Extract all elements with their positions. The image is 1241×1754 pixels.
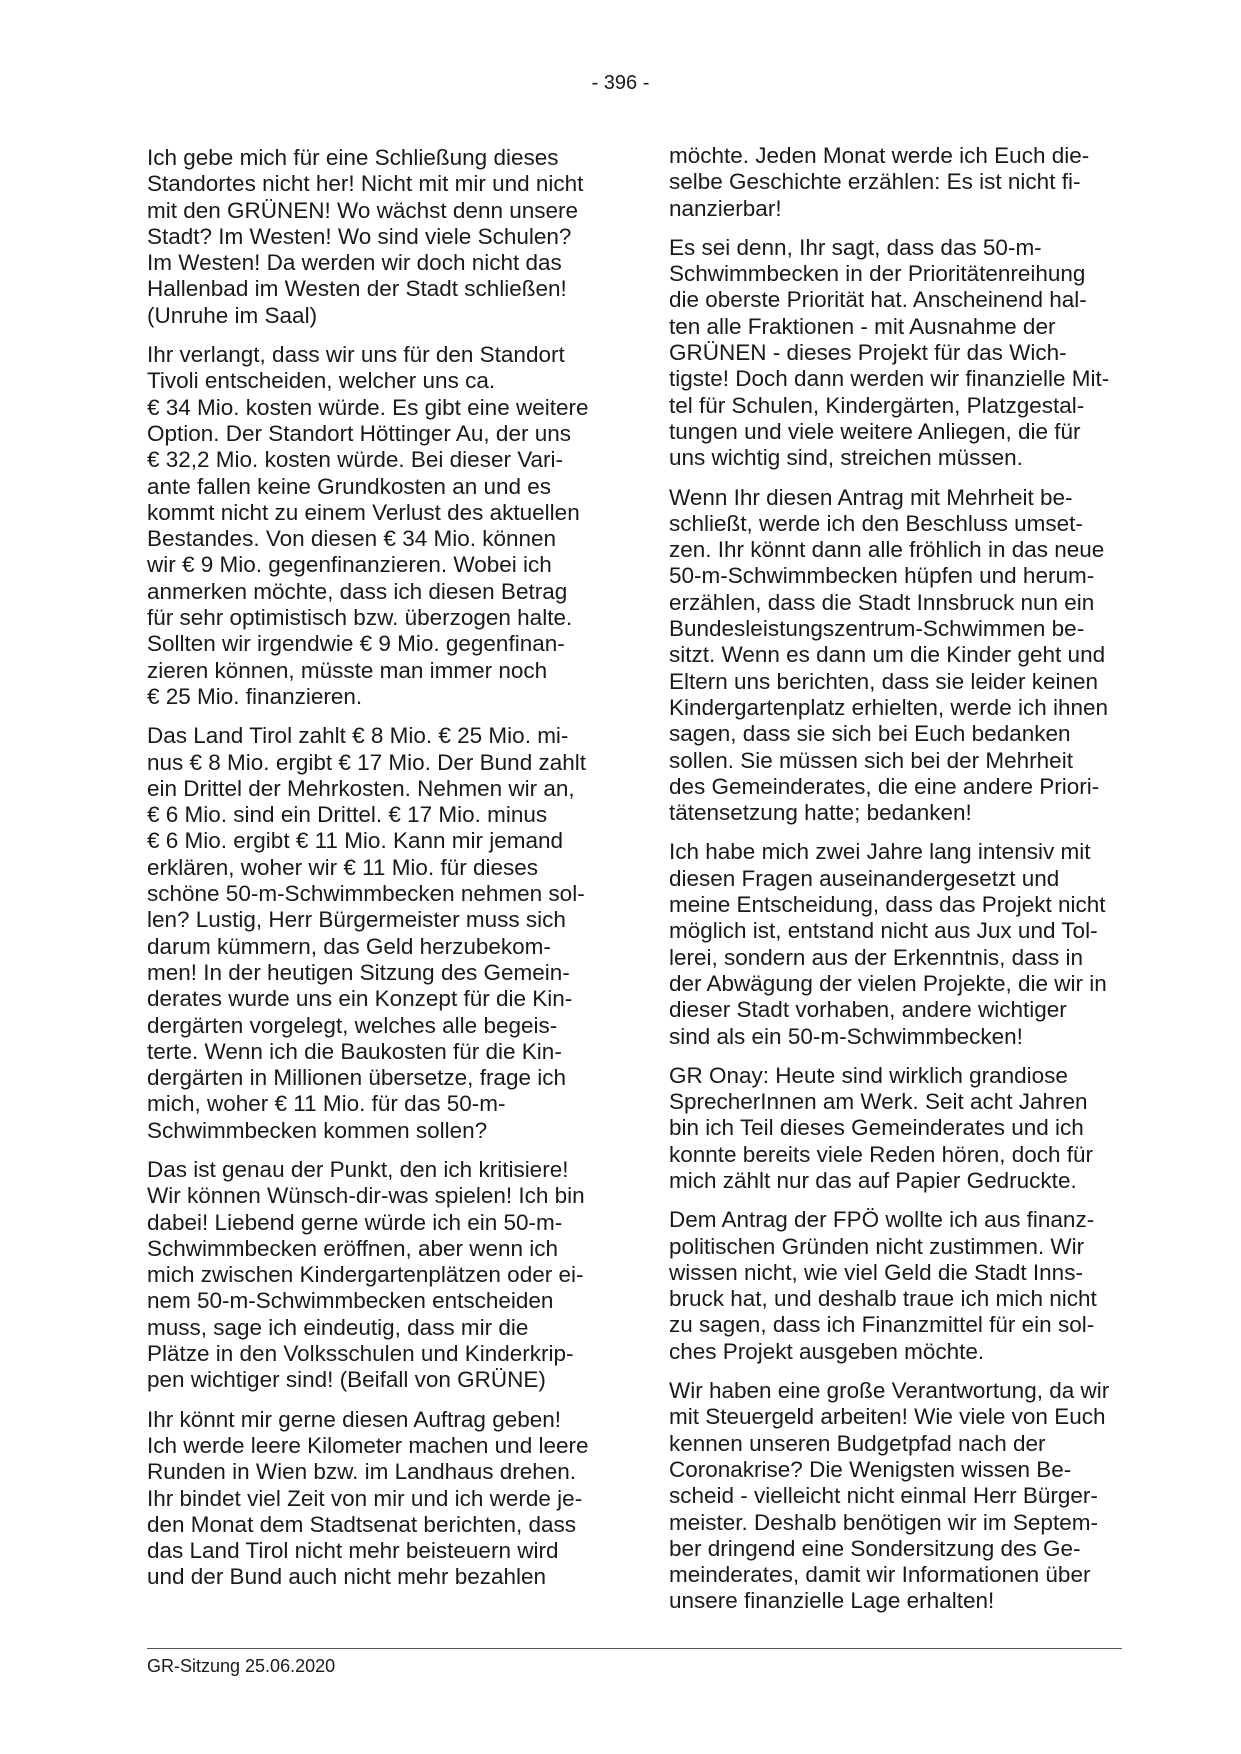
text-line: tungen und viele weitere Anliegen, die für xyxy=(669,418,1081,444)
text-line: Es sei denn, Ihr sagt, dass das 50-m- xyxy=(669,234,1042,260)
text-line: politischen Gründen nicht zustimmen. Wir xyxy=(669,1233,1085,1259)
footer-divider xyxy=(147,1648,1122,1649)
text-line: Option. Der Standort Höttinger Au, der uns xyxy=(147,420,571,446)
text-line: sind als ein 50-m-Schwimmbecken! xyxy=(669,1023,1023,1049)
text-line: und der Bund auch nicht mehr bezahlen xyxy=(147,1564,547,1590)
text-line: Das Land Tirol zahlt € 8 Mio. € 25 Mio. mi- xyxy=(147,723,569,749)
text-line: tigste! Doch dann werden wir finanzielle Mit- xyxy=(669,366,1110,392)
text-line: sagen, dass sie sich bei Euch bedanken xyxy=(669,721,1071,747)
right-column xyxy=(669,143,1121,1628)
text-line: dabei! Liebend gerne würde ich ein 50-m- xyxy=(147,1209,563,1235)
text-line: zu sagen, dass ich Finanzmittel für ein sol- xyxy=(669,1312,1095,1338)
text-line: mit den GRÜNEN! Wo wächst denn unsere xyxy=(147,197,579,223)
text-line: € 34 Mio. kosten würde. Es gibt eine weitere xyxy=(147,394,589,420)
paragraph xyxy=(147,1157,599,1394)
text-line: € 32,2 Mio. kosten würde. Bei dieser Vari- xyxy=(147,447,564,473)
text-line: Das ist genau der Punkt, den ich kritisiere! xyxy=(147,1156,569,1182)
text-line: dergärten in Millionen übersetze, frage ich xyxy=(147,1065,566,1091)
text-line: Wir können Wünsch-dir-was spielen! Ich bin xyxy=(147,1183,585,1209)
text-line: für sehr optimistisch bzw. überzogen halte. xyxy=(147,605,573,631)
text-line: Ihr bindet viel Zeit von mir und ich werde je- xyxy=(147,1485,583,1511)
text-line: möchte. Jeden Monat werde ich Euch die- xyxy=(669,143,1090,168)
text-line: bin ich Teil dieses Gemeinderates und ich xyxy=(669,1115,1084,1141)
text-line: terte. Wenn ich die Baukosten für die Kin- xyxy=(147,1038,562,1064)
text-line: tätensetzung hatte; bedanken! xyxy=(669,800,972,826)
text-line: ches Projekt ausgeben möchte. xyxy=(669,1338,985,1364)
paragraph xyxy=(669,143,1121,222)
text-line: men! In der heutigen Sitzung des Gemein- xyxy=(147,959,570,985)
text-line: sitzt. Wenn es dann um die Kinder geht und xyxy=(669,642,1106,668)
text-line: ein Drittel der Mehrkosten. Nehmen wir an, xyxy=(147,775,575,801)
text-line: wissen nicht, wie viel Geld die Stadt Inns- xyxy=(669,1259,1083,1285)
text-line: Ihr verlangt, dass wir uns für den Standort xyxy=(147,342,565,368)
text-line: Runden in Wien bzw. im Landhaus drehen. xyxy=(147,1459,577,1485)
paragraph xyxy=(669,1378,1121,1615)
text-line: Coronakrise? Die Wenigsten wissen Be- xyxy=(669,1456,1072,1482)
text-line: Eltern uns berichten, dass sie leider keinen xyxy=(669,668,1098,694)
text-line: schließt, werde ich den Beschluss umset- xyxy=(669,510,1083,536)
text-line: den Monat dem Stadtsenat berichten, dass xyxy=(147,1511,577,1537)
paragraph xyxy=(669,1063,1121,1194)
text-line: schöne 50-m-Schwimmbecken nehmen sol- xyxy=(147,881,585,907)
text-line: Ich werde leere Kilometer machen und leere xyxy=(147,1432,589,1458)
text-line: ante fallen keine Grundkosten an und es xyxy=(147,473,552,499)
text-line: Wir haben eine große Verantwortung, da wir xyxy=(669,1378,1110,1404)
text-line: Hallenbad im Westen der Stadt schließen! xyxy=(147,276,567,302)
text-line: scheid - vielleicht nicht einmal Herr Bürger- xyxy=(669,1483,1098,1509)
text-line: erklären, woher wir € 11 Mio. für dieses xyxy=(147,854,538,880)
paragraph xyxy=(669,1207,1121,1365)
text-line: Kindergartenplatz erhielten, werde ich ihnen xyxy=(669,694,1109,720)
text-line: Schwimmbecken kommen sollen? xyxy=(147,1117,488,1143)
text-line: anmerken möchte, dass ich diesen Betrag xyxy=(147,578,568,604)
text-line: zieren können, müsste man immer noch xyxy=(147,657,548,683)
text-line: erzählen, dass die Stadt Innsbruck nun ein xyxy=(669,589,1095,615)
text-line: des Gemeinderates, die eine andere Priori- xyxy=(669,773,1100,799)
paragraph xyxy=(147,342,599,710)
text-line: meinderates, damit wir Informationen über xyxy=(669,1562,1091,1588)
text-line: Ihr könnt mir gerne diesen Auftrag geben! xyxy=(147,1406,562,1432)
text-line: Schwimmbecken in der Prioritätenreihung xyxy=(669,261,1086,287)
text-line: mich, woher € 11 Mio. für das 50-m- xyxy=(147,1091,506,1117)
text-line: Schwimmbecken eröffnen, aber wenn ich xyxy=(147,1235,559,1261)
paragraph xyxy=(147,723,599,1144)
text-line: Ich habe mich zwei Jahre lang intensiv mit xyxy=(669,839,1091,865)
text-line: Wenn Ihr diesen Antrag mit Mehrheit be- xyxy=(669,484,1073,510)
text-line: bruck hat, und deshalb traue ich mich nicht xyxy=(669,1286,1097,1312)
text-line: nus € 8 Mio. ergibt € 17 Mio. Der Bund zahlt xyxy=(147,749,586,775)
text-line: zen. Ihr könnt dann alle fröhlich in das neue xyxy=(669,537,1105,563)
text-line: diesen Fragen auseinandergesetzt und xyxy=(669,865,1060,891)
text-line: das Land Tirol nicht mehr beisteuern wird xyxy=(147,1538,559,1564)
text-line: uns wichtig sind, streichen müssen. xyxy=(669,445,1023,471)
text-line: mich zählt nur das auf Papier Gedruckte. xyxy=(669,1167,1077,1193)
text-line: Sollten wir irgendwie € 9 Mio. gegenfinan- xyxy=(147,631,565,657)
text-line: Bestandes. Von diesen € 34 Mio. können xyxy=(147,526,557,552)
paragraph xyxy=(147,1407,599,1591)
text-line: nanzierbar! xyxy=(669,195,782,221)
footer-session-date: GR-Sitzung 25.06.2020 xyxy=(147,1656,336,1676)
text-line: pen wichtiger sind! (Beifall von GRÜNE) xyxy=(147,1367,546,1393)
page-number: - 396 - xyxy=(591,72,650,94)
text-line: Tivoli entscheiden, welcher uns ca. xyxy=(147,368,496,394)
text-line: SprecherInnen am Werk. Seit acht Jahren xyxy=(669,1089,1088,1115)
text-line: derates wurde uns ein Konzept für die Kin- xyxy=(147,986,573,1012)
text-line: meister. Deshalb benötigen wir im Septem- xyxy=(669,1509,1098,1535)
text-line: GRÜNEN - dieses Projekt für das Wich- xyxy=(669,340,1067,366)
text-line: dieser Stadt vorhaben, andere wichtiger xyxy=(669,997,1067,1023)
text-line: die oberste Priorität hat. Anscheinend hal- xyxy=(669,287,1087,313)
text-line: muss, sage ich eindeutig, dass mir die xyxy=(147,1314,529,1340)
text-line: sollen. Sie müssen sich bei der Mehrheit xyxy=(669,747,1073,773)
text-line: € 25 Mio. finanzieren. xyxy=(147,683,363,709)
text-line: tel für Schulen, Kindergärten, Platzgestal- xyxy=(669,392,1085,418)
paragraph xyxy=(147,145,599,329)
text-line: lerei, sondern aus der Erkenntnis, dass in xyxy=(669,944,1083,970)
text-line: unsere finanzielle Lage erhalten! xyxy=(669,1588,995,1614)
text-line: möglich ist, entstand nicht aus Jux und Tol- xyxy=(669,918,1098,944)
text-line: dergärten vorgelegt, welches alle begeis- xyxy=(147,1012,558,1038)
text-line: € 6 Mio. ergibt € 11 Mio. Kann mir jemand xyxy=(147,828,564,854)
text-line: meine Entscheidung, dass das Projekt nicht xyxy=(669,892,1106,918)
text-line: GR Onay: Heute sind wirklich grandiose xyxy=(669,1062,1068,1088)
text-line: Im Westen! Da werden wir doch nicht das xyxy=(147,250,562,276)
text-line: Standortes nicht her! Nicht mit mir und nicht xyxy=(147,171,584,197)
paragraph xyxy=(669,485,1121,827)
text-line: Plätze in den Volksschulen und Kinderkrip- xyxy=(147,1341,574,1367)
text-line: len? Lustig, Herr Bürgermeister muss sich xyxy=(147,907,566,933)
text-line: ten alle Fraktionen - mit Ausnahme der xyxy=(669,313,1056,339)
paragraph xyxy=(669,235,1121,472)
text-line: nem 50-m-Schwimmbecken entscheiden xyxy=(147,1288,554,1314)
text-line: Stadt? Im Westen! Wo sind viele Schulen? xyxy=(147,223,572,249)
text-line: der Abwägung der vielen Projekte, die wir in xyxy=(669,970,1107,996)
text-line: (Unruhe im Saal) xyxy=(147,302,318,328)
text-line: Ich gebe mich für eine Schließung dieses xyxy=(147,145,559,170)
text-line: wir € 9 Mio. gegenfinanzieren. Wobei ich xyxy=(147,552,552,578)
left-column xyxy=(147,145,599,1604)
text-line: selbe Geschichte erzählen: Es ist nicht fi- xyxy=(669,169,1081,195)
text-line: Dem Antrag der FPÖ wollte ich aus finanz- xyxy=(669,1207,1095,1233)
text-line: mit Steuergeld arbeiten! Wie viele von Euch xyxy=(669,1404,1106,1430)
text-line: Bundesleistungszentrum-Schwimmen be- xyxy=(669,616,1085,642)
text-line: darum kümmern, das Geld herzubekom- xyxy=(147,933,551,959)
text-line: € 6 Mio. sind ein Drittel. € 17 Mio. minus xyxy=(147,802,548,828)
text-line: konnte bereits viele Reden hören, doch für xyxy=(669,1141,1094,1167)
text-line: 50-m-Schwimmbecken hüpfen und herum- xyxy=(669,563,1095,589)
text-line: kommt nicht zu einem Verlust des aktuellen xyxy=(147,499,580,525)
paragraph xyxy=(669,839,1121,1049)
text-line: kennen unseren Budgetpfad nach der xyxy=(669,1430,1046,1456)
text-line: ber dringend eine Sondersitzung des Ge- xyxy=(669,1535,1081,1561)
text-line: mich zwischen Kindergartenplätzen oder ei- xyxy=(147,1262,584,1288)
